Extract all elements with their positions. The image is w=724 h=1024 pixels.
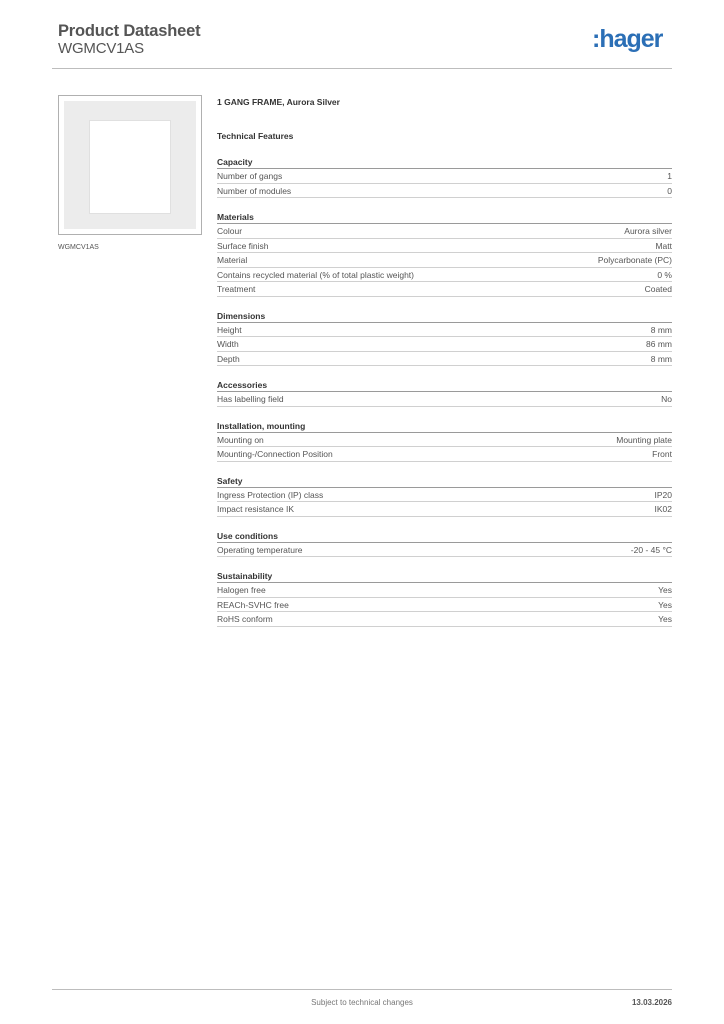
spec-section xyxy=(217,379,672,407)
section-title: Safety xyxy=(217,475,672,488)
spec-label: Mounting-/Connection Position xyxy=(217,449,333,459)
spec-label: RoHS conform xyxy=(217,614,273,624)
spec-row xyxy=(217,239,672,254)
spec-value: Aurora silver xyxy=(624,226,672,236)
product-code: WGMCV1AS xyxy=(58,40,144,57)
spec-value: Yes xyxy=(658,585,672,595)
spec-value: 0 % xyxy=(657,269,672,280)
spec-label: Depth xyxy=(217,353,240,364)
spec-label: Has labelling field xyxy=(217,394,284,404)
spec-row xyxy=(217,598,672,613)
spec-label: REACh-SVHC free xyxy=(217,599,289,610)
spec-label: Number of gangs xyxy=(217,171,283,181)
page-header xyxy=(58,20,672,70)
section-title: Installation, mounting xyxy=(217,420,672,433)
spec-label: Contains recycled material (% of total plastic weight) xyxy=(217,269,414,280)
spec-label: Mounting on xyxy=(217,434,264,445)
spec-row xyxy=(217,337,672,352)
spec-row xyxy=(217,224,672,239)
spec-row xyxy=(217,612,672,627)
section-title: Use conditions xyxy=(217,530,672,543)
spec-label: Colour xyxy=(217,226,243,236)
spec-sections xyxy=(217,156,672,627)
spec-row xyxy=(217,253,672,268)
document-title: Product Datasheet xyxy=(58,22,201,40)
technical-features-heading: Technical Features xyxy=(217,131,294,141)
spec-row xyxy=(217,488,672,503)
spec-value: Polycarbonate (PC) xyxy=(597,255,672,265)
spec-value: 8 mm xyxy=(650,353,672,364)
spec-label: Impact resistance IK xyxy=(217,504,295,514)
header-divider xyxy=(52,68,672,69)
spec-section xyxy=(217,475,672,517)
spec-label: Operating temperature xyxy=(217,544,303,555)
spec-label: Number of modules xyxy=(217,185,292,196)
spec-label: Width xyxy=(217,339,239,349)
spec-row xyxy=(217,282,672,297)
spec-section xyxy=(217,310,672,367)
spec-row xyxy=(217,323,672,338)
spec-label: Halogen free xyxy=(217,585,266,595)
spec-value: 1 xyxy=(667,171,672,181)
product-name: 1 GANG FRAME, Aurora Silver xyxy=(217,97,340,107)
spec-value: -20 - 45 °C xyxy=(630,544,672,555)
footer-note: Subject to technical changes xyxy=(311,998,413,1007)
section-title: Dimensions xyxy=(217,310,672,323)
frame-opening xyxy=(89,120,171,214)
spec-value: Mounting plate xyxy=(616,434,672,445)
spec-value: Yes xyxy=(658,614,672,624)
spec-section xyxy=(217,570,672,627)
spec-label: Height xyxy=(217,324,242,335)
spec-section xyxy=(217,530,672,558)
svg-text::hager: :hager xyxy=(592,26,663,53)
footer-divider xyxy=(52,989,672,990)
spec-section xyxy=(217,156,672,198)
spec-row xyxy=(217,392,672,407)
image-caption: WGMCV1AS xyxy=(58,244,99,251)
spec-value: IP20 xyxy=(654,489,672,500)
spec-value: Yes xyxy=(658,599,672,610)
spec-label: Material xyxy=(217,255,248,265)
product-image xyxy=(58,95,202,235)
spec-value: Front xyxy=(652,449,672,459)
spec-section xyxy=(217,211,672,297)
spec-row xyxy=(217,447,672,462)
spec-value: Coated xyxy=(644,284,672,294)
section-title: Accessories xyxy=(217,379,672,392)
spec-value: 8 mm xyxy=(650,324,672,335)
spec-section xyxy=(217,420,672,462)
section-title: Materials xyxy=(217,211,672,224)
footer-date: 13.03.2026 xyxy=(631,998,672,1007)
spec-value: IK02 xyxy=(654,504,672,514)
specifications xyxy=(217,96,672,627)
spec-row xyxy=(217,543,672,558)
spec-value: No xyxy=(661,394,672,404)
spec-value: 0 xyxy=(667,185,672,196)
hager-logo xyxy=(592,26,672,54)
spec-label: Ingress Protection (IP) class xyxy=(217,489,324,500)
spec-row xyxy=(217,268,672,283)
section-title: Capacity xyxy=(217,156,672,169)
section-title: Sustainability xyxy=(217,570,672,583)
spec-row xyxy=(217,184,672,199)
spec-row xyxy=(217,169,672,184)
spec-row xyxy=(217,502,672,517)
spec-label: Treatment xyxy=(217,284,256,294)
spec-row xyxy=(217,433,672,448)
spec-label: Surface finish xyxy=(217,240,269,251)
spec-row xyxy=(217,583,672,598)
spec-value: Matt xyxy=(655,240,672,251)
frame-plate xyxy=(64,101,196,229)
spec-row xyxy=(217,352,672,367)
spec-value: 86 mm xyxy=(646,339,672,349)
